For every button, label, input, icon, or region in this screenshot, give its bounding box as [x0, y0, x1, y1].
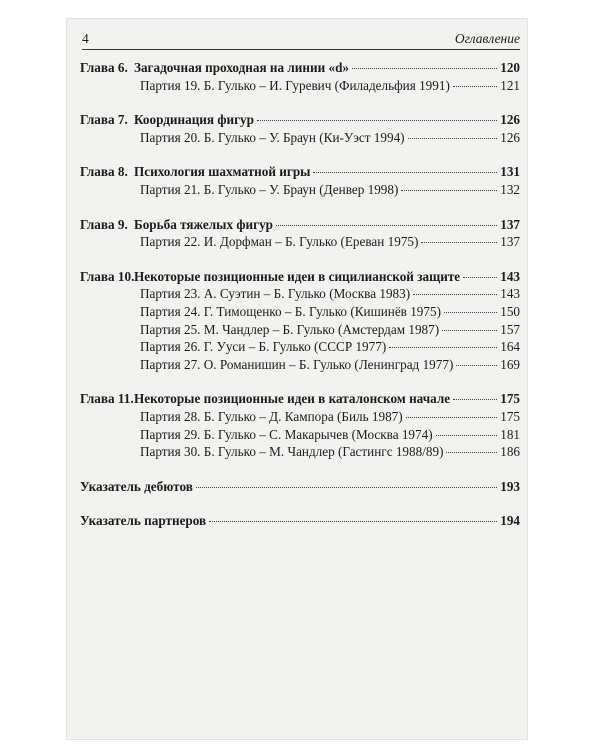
dot-leader: [421, 242, 497, 243]
page-ref: 164: [500, 339, 520, 355]
page-ref: 121: [500, 77, 520, 93]
chapter-label: Глава: [80, 268, 115, 284]
game-title: Партия 28. Б. Гулько – Д. Кампора (Биль 1987): [140, 408, 403, 424]
game-title: Партия 29. Б. Гулько – С. Макарычев (Москва 1974): [140, 426, 433, 442]
chapter-label: Глава: [80, 60, 115, 75]
dot-leader: [436, 435, 497, 436]
page-ref: 131: [500, 164, 520, 180]
book-page: [66, 18, 528, 740]
chapter-number: 8.: [117, 164, 128, 180]
chapter-title: Загадочная проходная на линии «d»: [134, 60, 350, 75]
index-title: Указатель дебютов: [80, 478, 193, 494]
chapter-label: Глава: [80, 391, 115, 407]
chapter-label: Глава: [80, 216, 115, 232]
page-ref: 169: [500, 356, 520, 372]
index-title: Указатель партнеров: [80, 513, 207, 529]
dot-leader: [408, 138, 497, 139]
game-title: Партия 19. Б. Гулько – И. Гуревич (Филадельфия 1991): [140, 77, 450, 93]
page-ref: 181: [500, 426, 520, 442]
toc-game-29[interactable]: [80, 427, 520, 445]
toc-game-20[interactable]: [80, 130, 520, 148]
dot-leader: [444, 312, 497, 313]
page-ref: 150: [500, 303, 520, 319]
toc-game-30[interactable]: [80, 444, 520, 462]
page-ref: 194: [500, 513, 520, 529]
toc-game-21[interactable]: [80, 182, 520, 200]
page-ref: 126: [500, 129, 520, 145]
dot-leader: [209, 521, 497, 522]
toc-chapter-9[interactable]: [80, 217, 520, 235]
page-ref: 126: [500, 112, 520, 128]
running-head: [82, 31, 520, 50]
dot-leader: [313, 172, 497, 173]
toc-chapter-11[interactable]: [80, 391, 520, 409]
game-title: Партия 26. Г. Ууси – Б. Гулько (СССР 1977): [140, 339, 387, 355]
game-title: Партия 24. Г. Тимощенко – Б. Гулько (Кишинёв 1975): [140, 303, 441, 319]
chapter-title: Координация фигур: [134, 112, 254, 128]
chapter-number: 6.: [117, 60, 128, 75]
dot-leader: [463, 277, 497, 278]
page-ref: 175: [500, 391, 520, 407]
dot-leader: [446, 452, 497, 453]
toc-game-26[interactable]: [80, 339, 520, 357]
page-ref: 143: [500, 286, 520, 302]
dot-leader: [352, 68, 497, 69]
dot-leader: [389, 347, 497, 348]
game-title: Партия 22. И. Дорфман – Б. Гулько (Ереван 1975): [140, 234, 419, 250]
toc-game-23[interactable]: [80, 286, 520, 304]
dot-leader: [413, 294, 497, 295]
toc-chapter-8[interactable]: [80, 164, 520, 182]
page-ref: 175: [500, 408, 520, 424]
toc-index-opponents[interactable]: [80, 513, 520, 531]
chapter-number: 11.: [117, 391, 134, 407]
page-ref: 157: [500, 321, 520, 337]
game-title: Партия 25. М. Чандлер – Б. Гулько (Амстердам 1987): [140, 321, 440, 337]
chapter-number: 7.: [117, 112, 128, 128]
page-ref: 193: [500, 478, 520, 494]
dot-leader: [406, 417, 497, 418]
chapter-title: Некоторые позиционные идеи в каталонском начале: [134, 391, 451, 407]
toc-game-22[interactable]: [80, 234, 520, 252]
toc-game-27[interactable]: [80, 357, 520, 375]
page-ref: 137: [500, 234, 520, 250]
page-number: 4: [82, 31, 89, 46]
dot-leader: [401, 190, 497, 191]
page-ref: 137: [500, 216, 520, 232]
game-title: Партия 21. Б. Гулько – У. Браун (Денвер 1998): [140, 181, 399, 197]
page-ref: 132: [500, 181, 520, 197]
game-title: Партия 20. Б. Гулько – У. Браун (Ки-Уэст 1994): [140, 129, 405, 145]
dot-leader: [196, 487, 497, 488]
page-ref: 143: [500, 268, 520, 284]
table-of-contents: [80, 60, 520, 531]
toc-chapter-10[interactable]: [80, 269, 520, 287]
game-title: Партия 30. Б. Гулько – М. Чандлер (Гастингс 1988/89): [140, 444, 444, 460]
chapter-title: Борьба тяжелых фигур: [134, 216, 274, 232]
chapter-label: Глава: [80, 112, 115, 128]
running-title: Оглавление: [454, 31, 520, 46]
game-title: Партия 27. О. Романишин – Б. Гулько (Ленинград 1977): [140, 356, 454, 372]
toc-game-25[interactable]: [80, 322, 520, 340]
chapter-number: 10.: [117, 268, 135, 284]
dot-leader: [257, 120, 497, 121]
dot-leader: [456, 365, 497, 366]
chapter-number: 9.: [117, 216, 128, 232]
toc-chapter-7[interactable]: [80, 112, 520, 130]
chapter-label: Глава: [80, 164, 115, 180]
toc-chapter-6[interactable]: [80, 60, 520, 78]
page-ref: 120: [500, 60, 520, 75]
dot-leader: [453, 86, 497, 87]
dot-leader: [442, 330, 497, 331]
chapter-title: Психология шахматной игры: [134, 164, 311, 180]
toc-index-openings[interactable]: [80, 479, 520, 497]
toc-game-19[interactable]: [80, 78, 520, 96]
game-title: Партия 23. А. Суэтин – Б. Гулько (Москва 1983): [140, 286, 411, 302]
toc-game-24[interactable]: [80, 304, 520, 322]
chapter-title: Некоторые позиционные идеи в сицилианской защите: [134, 268, 461, 284]
dot-leader: [276, 225, 497, 226]
dot-leader: [453, 399, 497, 400]
page-ref: 186: [500, 444, 520, 460]
toc-game-28[interactable]: [80, 409, 520, 427]
